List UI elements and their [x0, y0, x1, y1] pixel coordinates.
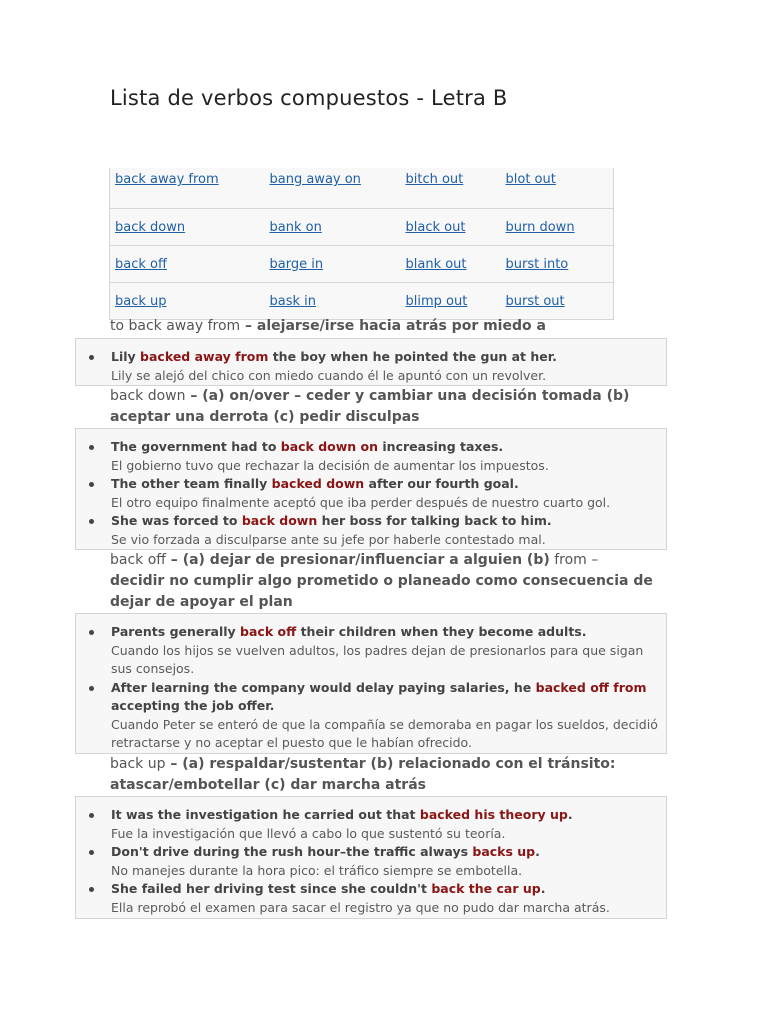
verb-link[interactable]: barge in	[269, 256, 324, 272]
phrasal-verb-highlight: backed his theory up	[419, 807, 568, 822]
phrasal-verb-highlight: backs up	[472, 844, 536, 859]
verb-link[interactable]: black out	[405, 219, 466, 235]
example-spanish: El gobierno tuvo que rechazar la decisión de aumentar los impuestos.	[111, 457, 549, 473]
verb-link[interactable]: bitch out	[405, 172, 464, 187]
table-row	[110, 168, 614, 209]
example-english: The other team finally backed down after our fourth goal.	[111, 476, 519, 491]
example-box	[75, 428, 667, 550]
entry-heading: to back away from – alejarse/irse hacia atrás por miedo a	[110, 318, 546, 334]
table-row	[110, 209, 614, 246]
entry-meaning: decidir no cumplir algo prometido o planeado como consecuencia de dejar de apoyar el plan	[110, 573, 653, 610]
example-english: Lily backed away from the boy when he pointed the gun at her.	[111, 349, 557, 364]
example-item	[111, 438, 666, 475]
example-english: Don't drive during the rush hour–the traffic always backs up.	[111, 844, 540, 859]
entry-heading: back off – (a) dejar de presionar/influenciar a alguien (b) from – decidir no cumplir algo prometido o planeado como consecuencia de dejar de apoyar el plan	[110, 552, 653, 610]
example-item	[111, 512, 666, 549]
entry-heading: back down – (a) on/over – ceder y cambiar una decisión tomada (b) aceptar una derrota (c) pedir disculpas	[110, 388, 630, 425]
example-english: It was the investigation he carried out that backed his theory up.	[111, 807, 573, 822]
example-spanish: El otro equipo finalmente aceptó que iba perder después de nuestro cuarto gol.	[111, 494, 611, 510]
table-row	[110, 246, 614, 283]
verb-link[interactable]: bank on	[269, 219, 322, 235]
example-box	[75, 613, 667, 754]
example-spanish: Se vio forzada a disculparse ante su jefe por haberle contestado mal.	[111, 531, 546, 547]
entry-verb: back off	[110, 552, 166, 568]
entry-meaning: alejarse/irse hacia atrás por miedo a	[256, 318, 546, 334]
entry-meaning: (a) dejar de presionar/influenciar a alguien (b)	[182, 552, 550, 568]
verb-link[interactable]: blank out	[405, 256, 467, 272]
entry-meaning: (a) on/over – ceder y cambiar una decisión tomada (b) aceptar una derrota (c) pedir disculpas	[110, 388, 630, 425]
phrasal-verb-highlight: backed down	[271, 476, 365, 491]
example-item	[111, 806, 666, 843]
example-spanish: Ella reprobó el examen para sacar el registro ya que no pudo dar marcha atrás.	[111, 899, 610, 915]
example-english: Parents generally back off their children when they become adults.	[111, 624, 587, 639]
verbs-table	[109, 168, 614, 320]
entry-verb: back down	[110, 388, 186, 404]
verb-link[interactable]: bang away on	[269, 172, 361, 187]
verb-link[interactable]: back down	[115, 219, 186, 235]
example-english: She was forced to back down her boss for talking back to him.	[111, 513, 552, 528]
verb-link[interactable]: blot out	[505, 172, 556, 187]
verb-link[interactable]: burn down	[505, 219, 575, 235]
example-box	[75, 796, 667, 919]
example-english: After learning the company would delay paying salaries, he backed off from accepting the job offer.	[111, 679, 647, 713]
example-spanish: Cuando Peter se enteró de que la compañía se demoraba en pagar los sueldos, decidió retractarse y no aceptar el puesto que le habían ofrecido.	[111, 716, 658, 750]
example-english: The government had to back down on increasing taxes.	[111, 439, 504, 454]
verb-link[interactable]: blimp out	[405, 293, 468, 309]
entry-heading: back up – (a) respaldar/sustentar (b) relacionado con el tránsito: atascar/embotellar (c) dar marcha atrás	[110, 756, 616, 793]
example-item	[111, 679, 666, 753]
example-spanish: Lily se alejó del chico con miedo cuando él le apuntó con un revolver.	[111, 367, 547, 383]
entry-verb: back up	[110, 756, 166, 772]
example-spanish: Cuando los hijos se vuelven adultos, los padres dejan de presionarlos para que sigan sus consejos.	[111, 642, 644, 676]
verb-link[interactable]: burst into	[505, 256, 569, 272]
verb-link[interactable]: back up	[115, 293, 167, 309]
verb-link[interactable]: back away from	[115, 172, 219, 187]
table-row	[110, 283, 614, 320]
verb-link[interactable]: back off	[115, 256, 167, 272]
verb-link[interactable]: burst out	[505, 293, 565, 309]
phrasal-verb-highlight: back the car up	[431, 881, 541, 896]
example-item	[111, 880, 666, 917]
phrasal-verb-highlight: backed away from	[140, 349, 269, 364]
example-item	[111, 348, 666, 385]
phrasal-verb-highlight: backed off from	[535, 679, 647, 695]
entry-verb: to back away from	[110, 318, 241, 334]
page-title: Lista de verbos compuestos - Letra B	[110, 86, 508, 110]
phrasal-verb-highlight: back down on	[280, 439, 379, 454]
example-item	[111, 475, 666, 512]
phrasal-verb-highlight: back off	[240, 624, 297, 639]
example-item	[111, 843, 666, 880]
example-english: She failed her driving test since she couldn't back the car up.	[111, 881, 546, 896]
example-item	[111, 623, 666, 679]
entry-meaning: (a) respaldar/sustentar (b) relacionado con el tránsito: atascar/embotellar (c) dar marcha atrás	[110, 756, 616, 793]
phrasal-verb-highlight: back down	[241, 513, 318, 528]
example-box	[75, 338, 667, 386]
example-spanish: Fue la investigación que llevó a cabo lo que sustentó su teoría.	[111, 825, 506, 841]
verb-link[interactable]: bask in	[269, 293, 317, 309]
example-spanish: No manejes durante la hora pico: el tráfico siempre se embotella.	[111, 862, 523, 878]
